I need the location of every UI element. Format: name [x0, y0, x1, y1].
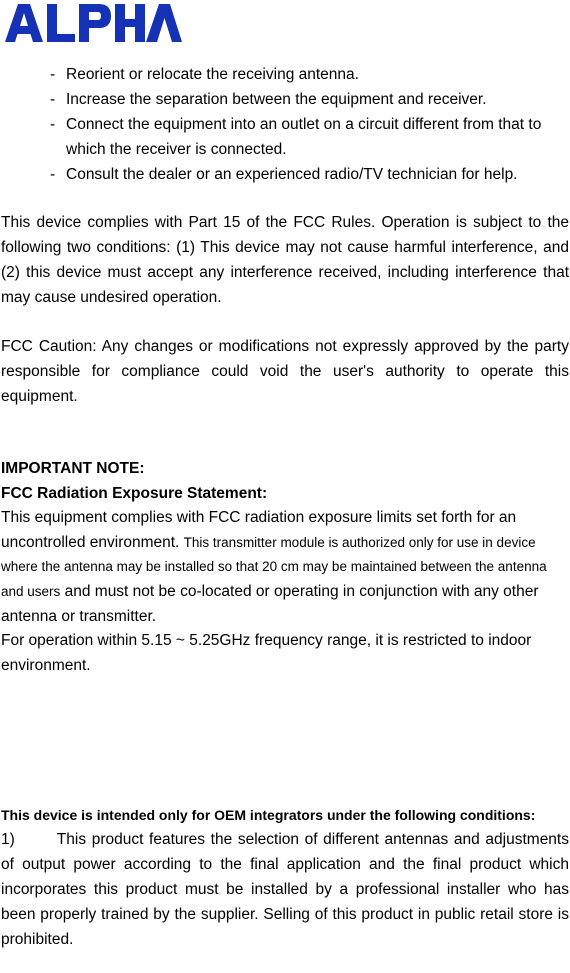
bullet-dash: -	[50, 66, 56, 83]
co-location-text: and must not be co-located or operating in conjunction with any other antenna or transmitter.	[1, 582, 539, 625]
important-note-section	[1, 457, 569, 678]
item-text: This product features the selection of different antennas and adjustments of output power according to the final application and the final product which incorporates this product must be installed by a professional installer who has been properly trained by the supplier. Selling of this product in public retail store is prohibited.	[1, 831, 569, 948]
oem-condition-item	[1, 827, 569, 952]
list-item-text: Reorient or relocate the receiving antenna.	[66, 66, 359, 83]
list-item	[0, 62, 570, 87]
oem-heading: This device is intended only for OEM integrators under the following conditions:	[1, 807, 536, 823]
bullet-dash: -	[50, 91, 56, 108]
list-item-text: Connect the equipment into an outlet on a circuit different from that to which the receiver is connected.	[66, 116, 542, 158]
interference-measures-list	[0, 62, 570, 187]
transmitter-authorization-text: This transmitter module is authorized only for use in device where the antenna may be installed so that 20 cm may be maintained between the antenna and users	[1, 534, 547, 599]
important-note-heading: IMPORTANT NOTE:	[1, 460, 145, 477]
list-item	[0, 112, 570, 162]
oem-conditions-section	[1, 803, 569, 952]
list-item-text: Increase the separation between the equipment and receiver.	[66, 91, 487, 108]
list-item-text: Consult the dealer or an experienced radio/TV technician for help.	[66, 166, 518, 183]
alpha-logo	[4, 2, 182, 44]
list-item	[0, 87, 570, 112]
item-number: 1)	[1, 831, 15, 848]
list-item	[0, 162, 570, 187]
part15-statement: This device complies with Part 15 of the FCC Rules. Operation is subject to the following two conditions: (1) This device may not cause harmful interference, and (2) this device must accept any interference received, including interference that may cause undesired operation.	[1, 214, 569, 306]
exposure-limits-text: This equipment complies with FCC radiation exposure limits set forth for an uncontrolled environment.	[1, 509, 517, 551]
bullet-dash: -	[50, 116, 56, 133]
fcc-caution: FCC Caution: Any changes or modifications not expressly approved by the party responsible for compliance could void the user's authority to operate this equipment.	[1, 338, 569, 405]
radiation-exposure-text	[1, 506, 569, 629]
frequency-restriction-text: For operation within 5.15 ~ 5.25GHz frequency range, it is restricted to indoor environment.	[1, 632, 532, 674]
radiation-exposure-heading: FCC Radiation Exposure Statement:	[1, 484, 268, 502]
bullet-dash: -	[50, 166, 56, 183]
